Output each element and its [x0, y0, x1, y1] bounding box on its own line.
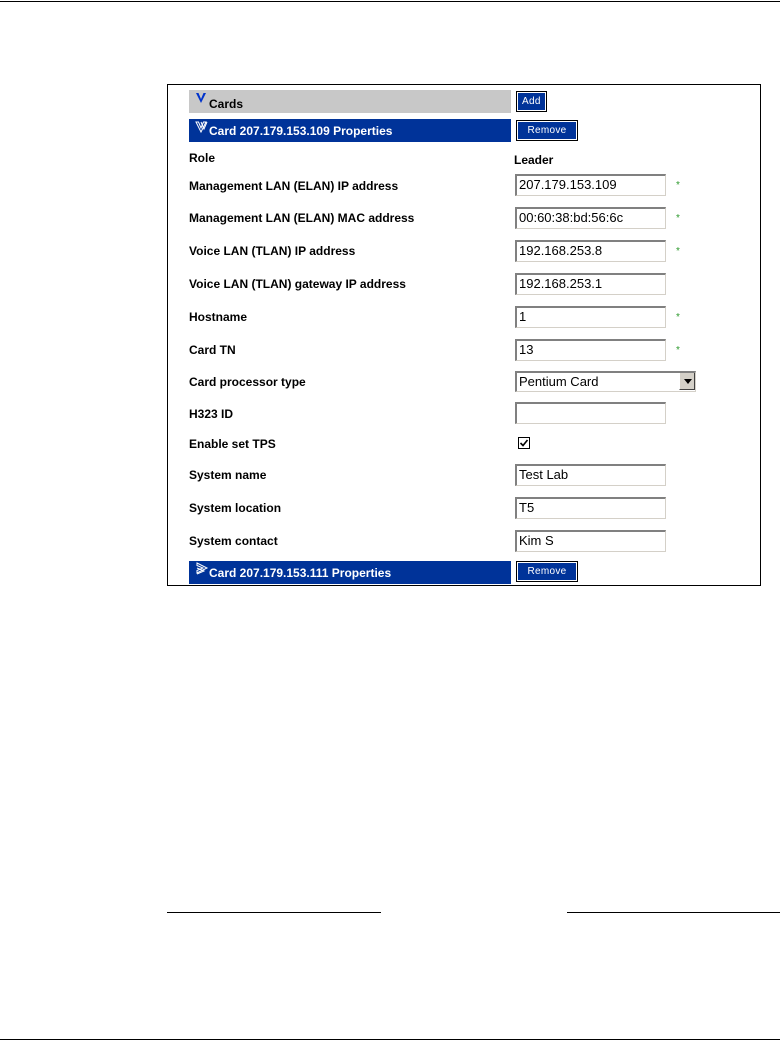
system-name-label: System name [189, 468, 267, 482]
hostname-field[interactable]: 1 [515, 306, 666, 328]
elan-mac-label: Management LAN (ELAN) MAC address [189, 211, 415, 225]
card-title: Card 207.179.153.111 Properties [209, 566, 392, 580]
hostname-label: Hostname [189, 310, 248, 324]
collapsed-chevron-icon [195, 562, 209, 576]
required-marker: * [676, 213, 680, 224]
tlan-ip-label: Voice LAN (TLAN) IP address [189, 244, 356, 258]
left-footer-rule [167, 912, 381, 913]
card-tn-field[interactable]: 13 [515, 339, 666, 361]
system-location-label: System location [189, 501, 282, 515]
card-tn-label: Card TN [189, 343, 236, 357]
elan-ip-field[interactable]: 207.179.153.109 [515, 174, 666, 196]
enable-set-tps-label: Enable set TPS [189, 437, 276, 451]
processor-type-value: Pentium Card [519, 374, 599, 389]
elan-ip-label: Management LAN (ELAN) IP address [189, 179, 399, 193]
tlan-gateway-label: Voice LAN (TLAN) gateway IP address [189, 277, 406, 291]
card-title: Card 207.179.153.109 Properties [209, 124, 393, 138]
processor-type-label: Card processor type [189, 375, 306, 389]
required-marker: * [676, 246, 680, 257]
remove-button[interactable]: Remove [517, 562, 577, 581]
dropdown-arrow-icon[interactable] [679, 373, 695, 390]
h323-id-label: H323 ID [189, 407, 234, 421]
remove-button[interactable]: Remove [517, 121, 577, 140]
system-name-field[interactable]: Test Lab [515, 464, 666, 486]
chevron-down-icon [195, 91, 207, 105]
cards-panel [167, 84, 761, 586]
role-value: Leader [514, 153, 554, 167]
required-marker: * [676, 345, 680, 356]
required-marker: * [676, 312, 680, 323]
enable-set-tps-checkbox[interactable] [518, 437, 530, 449]
h323-id-field[interactable] [515, 402, 666, 424]
expanded-chevron-icon [195, 120, 209, 134]
top-rule [0, 1, 780, 2]
card-header-expanded[interactable] [189, 119, 511, 142]
role-label: Role [189, 151, 216, 165]
cards-title: Cards [209, 97, 244, 111]
system-contact-label: System contact [189, 534, 278, 548]
required-marker: * [676, 180, 680, 191]
system-contact-field[interactable]: Kim S [515, 530, 666, 552]
tlan-ip-field[interactable]: 192.168.253.8 [515, 240, 666, 262]
cards-header[interactable] [189, 90, 511, 113]
elan-mac-field[interactable]: 00:60:38:bd:56:6c [515, 207, 666, 229]
checkmark-icon [519, 438, 529, 448]
processor-type-select[interactable] [515, 371, 696, 392]
right-footer-rule [567, 912, 780, 913]
bottom-rule [0, 1039, 780, 1040]
add-button[interactable]: Add [517, 92, 546, 111]
tlan-gateway-field[interactable]: 192.168.253.1 [515, 273, 666, 295]
system-location-field[interactable]: T5 [515, 497, 666, 519]
card-header-collapsed[interactable] [189, 561, 511, 584]
